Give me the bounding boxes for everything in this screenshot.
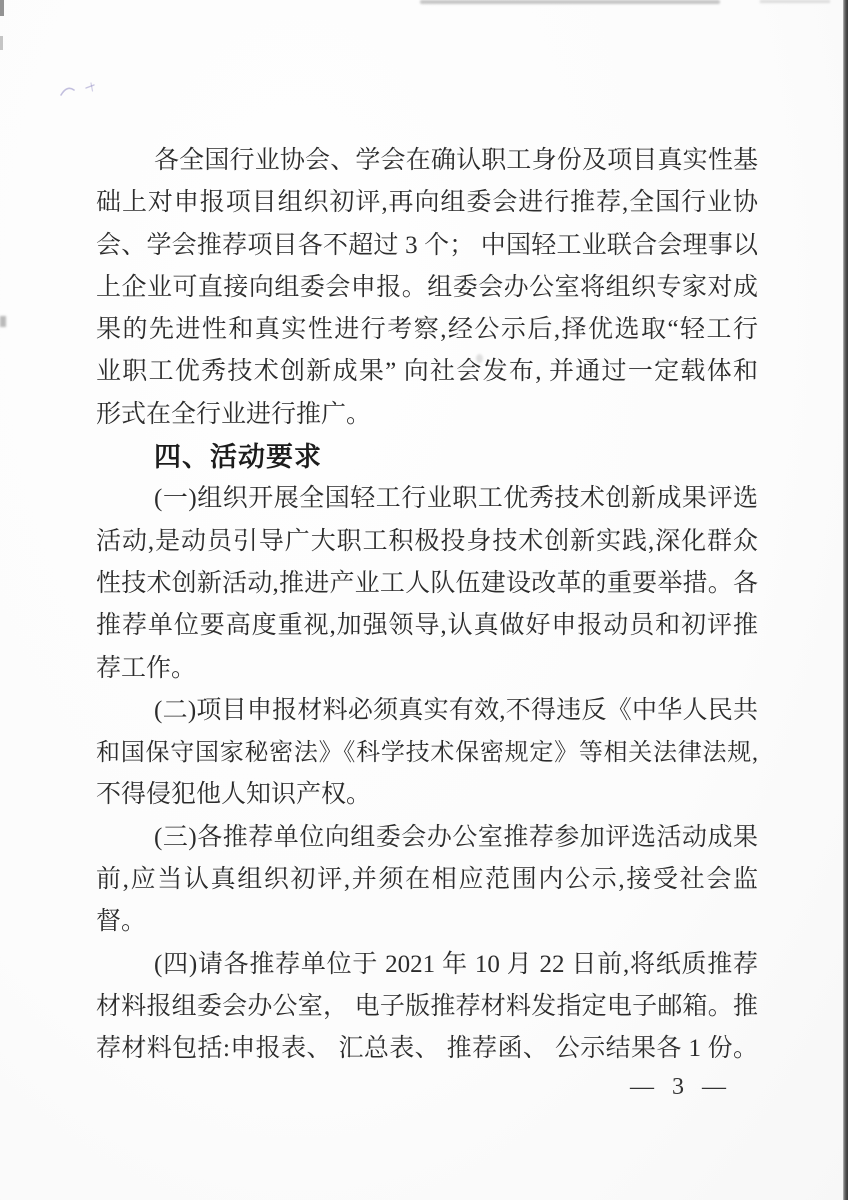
text-line: 上企业可直接向组委会申报。组委会办公室将组织专家对成 bbox=[96, 273, 758, 301]
text-line: (三)各推荐单位向组委会办公室推荐参加评选活动成果 bbox=[154, 823, 758, 851]
text-line: 材料报组委会办公室， 电子版推荐材料发指定电子邮箱。推 bbox=[96, 992, 758, 1020]
text-line: 推荐单位要高度重视,加强领导,认真做好申报动员和初评推 bbox=[96, 612, 758, 640]
paragraph bbox=[96, 817, 758, 944]
page-number: — 3 — bbox=[630, 1074, 728, 1100]
text-line: 活动,是动员引导广大职工积极投身技术创新实践,深化群众 bbox=[96, 527, 758, 555]
text-line: 果的先进性和真实性进行考察,经公示后,择优选取“轻工行 bbox=[96, 316, 758, 344]
text-line: 前,应当认真组织初评,并须在相应范围内公示,接受社会监 bbox=[96, 866, 758, 894]
text-line: 荐工作。 bbox=[96, 654, 197, 682]
corner-mark-top-left bbox=[0, 0, 4, 16]
document-body bbox=[96, 140, 758, 1071]
text-line: (二)项目申报材料必须真实有效,不得违反《中华人民共 bbox=[154, 696, 758, 724]
edge-smudge-left bbox=[0, 316, 6, 327]
section-heading: 四、活动要求 bbox=[154, 442, 322, 473]
paragraph bbox=[96, 944, 758, 1071]
scan-edge-right bbox=[843, 0, 848, 1200]
text-line: 形式在全行业进行推广。 bbox=[96, 400, 372, 428]
text-line: 督。 bbox=[96, 908, 147, 936]
text-line: (一)组织开展全国轻工行业职工优秀技术创新成果评选 bbox=[154, 485, 758, 513]
text-line: 会、学会推荐项目各不超过 3 个； 中国轻工业联合会理事以 bbox=[96, 231, 758, 259]
text-line: 和国保守国家秘密法》《科学技术保密规定》等相关法律法规, bbox=[96, 740, 758, 767]
text-line: 业职工优秀技术创新成果” 向社会发布, 并通过一定载体和 bbox=[96, 358, 758, 386]
scan-smudge-top bbox=[420, 0, 720, 4]
paragraph bbox=[96, 690, 758, 817]
scan-smudge-top bbox=[760, 0, 830, 3]
text-line: 各全国行业协会、学会在确认职工身份及项目真实性基 bbox=[154, 147, 758, 174]
paragraph bbox=[96, 478, 758, 689]
paragraph bbox=[96, 140, 758, 436]
text-line: 荐材料包括:申报表、 汇总表、 推荐函、 公示结果各 1 份。 bbox=[96, 1035, 758, 1063]
corner-mark-top-left bbox=[0, 36, 3, 50]
text-line: (四)请各推荐单位于 2021 年 10 月 22 日前,将纸质推荐 bbox=[154, 950, 758, 978]
pen-mark bbox=[58, 78, 106, 102]
text-line: 性技术创新活动,推进产业工人队伍建设改革的重要举措。各 bbox=[96, 569, 758, 597]
text-line: 础上对申报项目组织初评,再向组委会进行推荐,全国行业协 bbox=[96, 189, 758, 217]
text-line: 不得侵犯他人知识产权。 bbox=[96, 781, 372, 809]
